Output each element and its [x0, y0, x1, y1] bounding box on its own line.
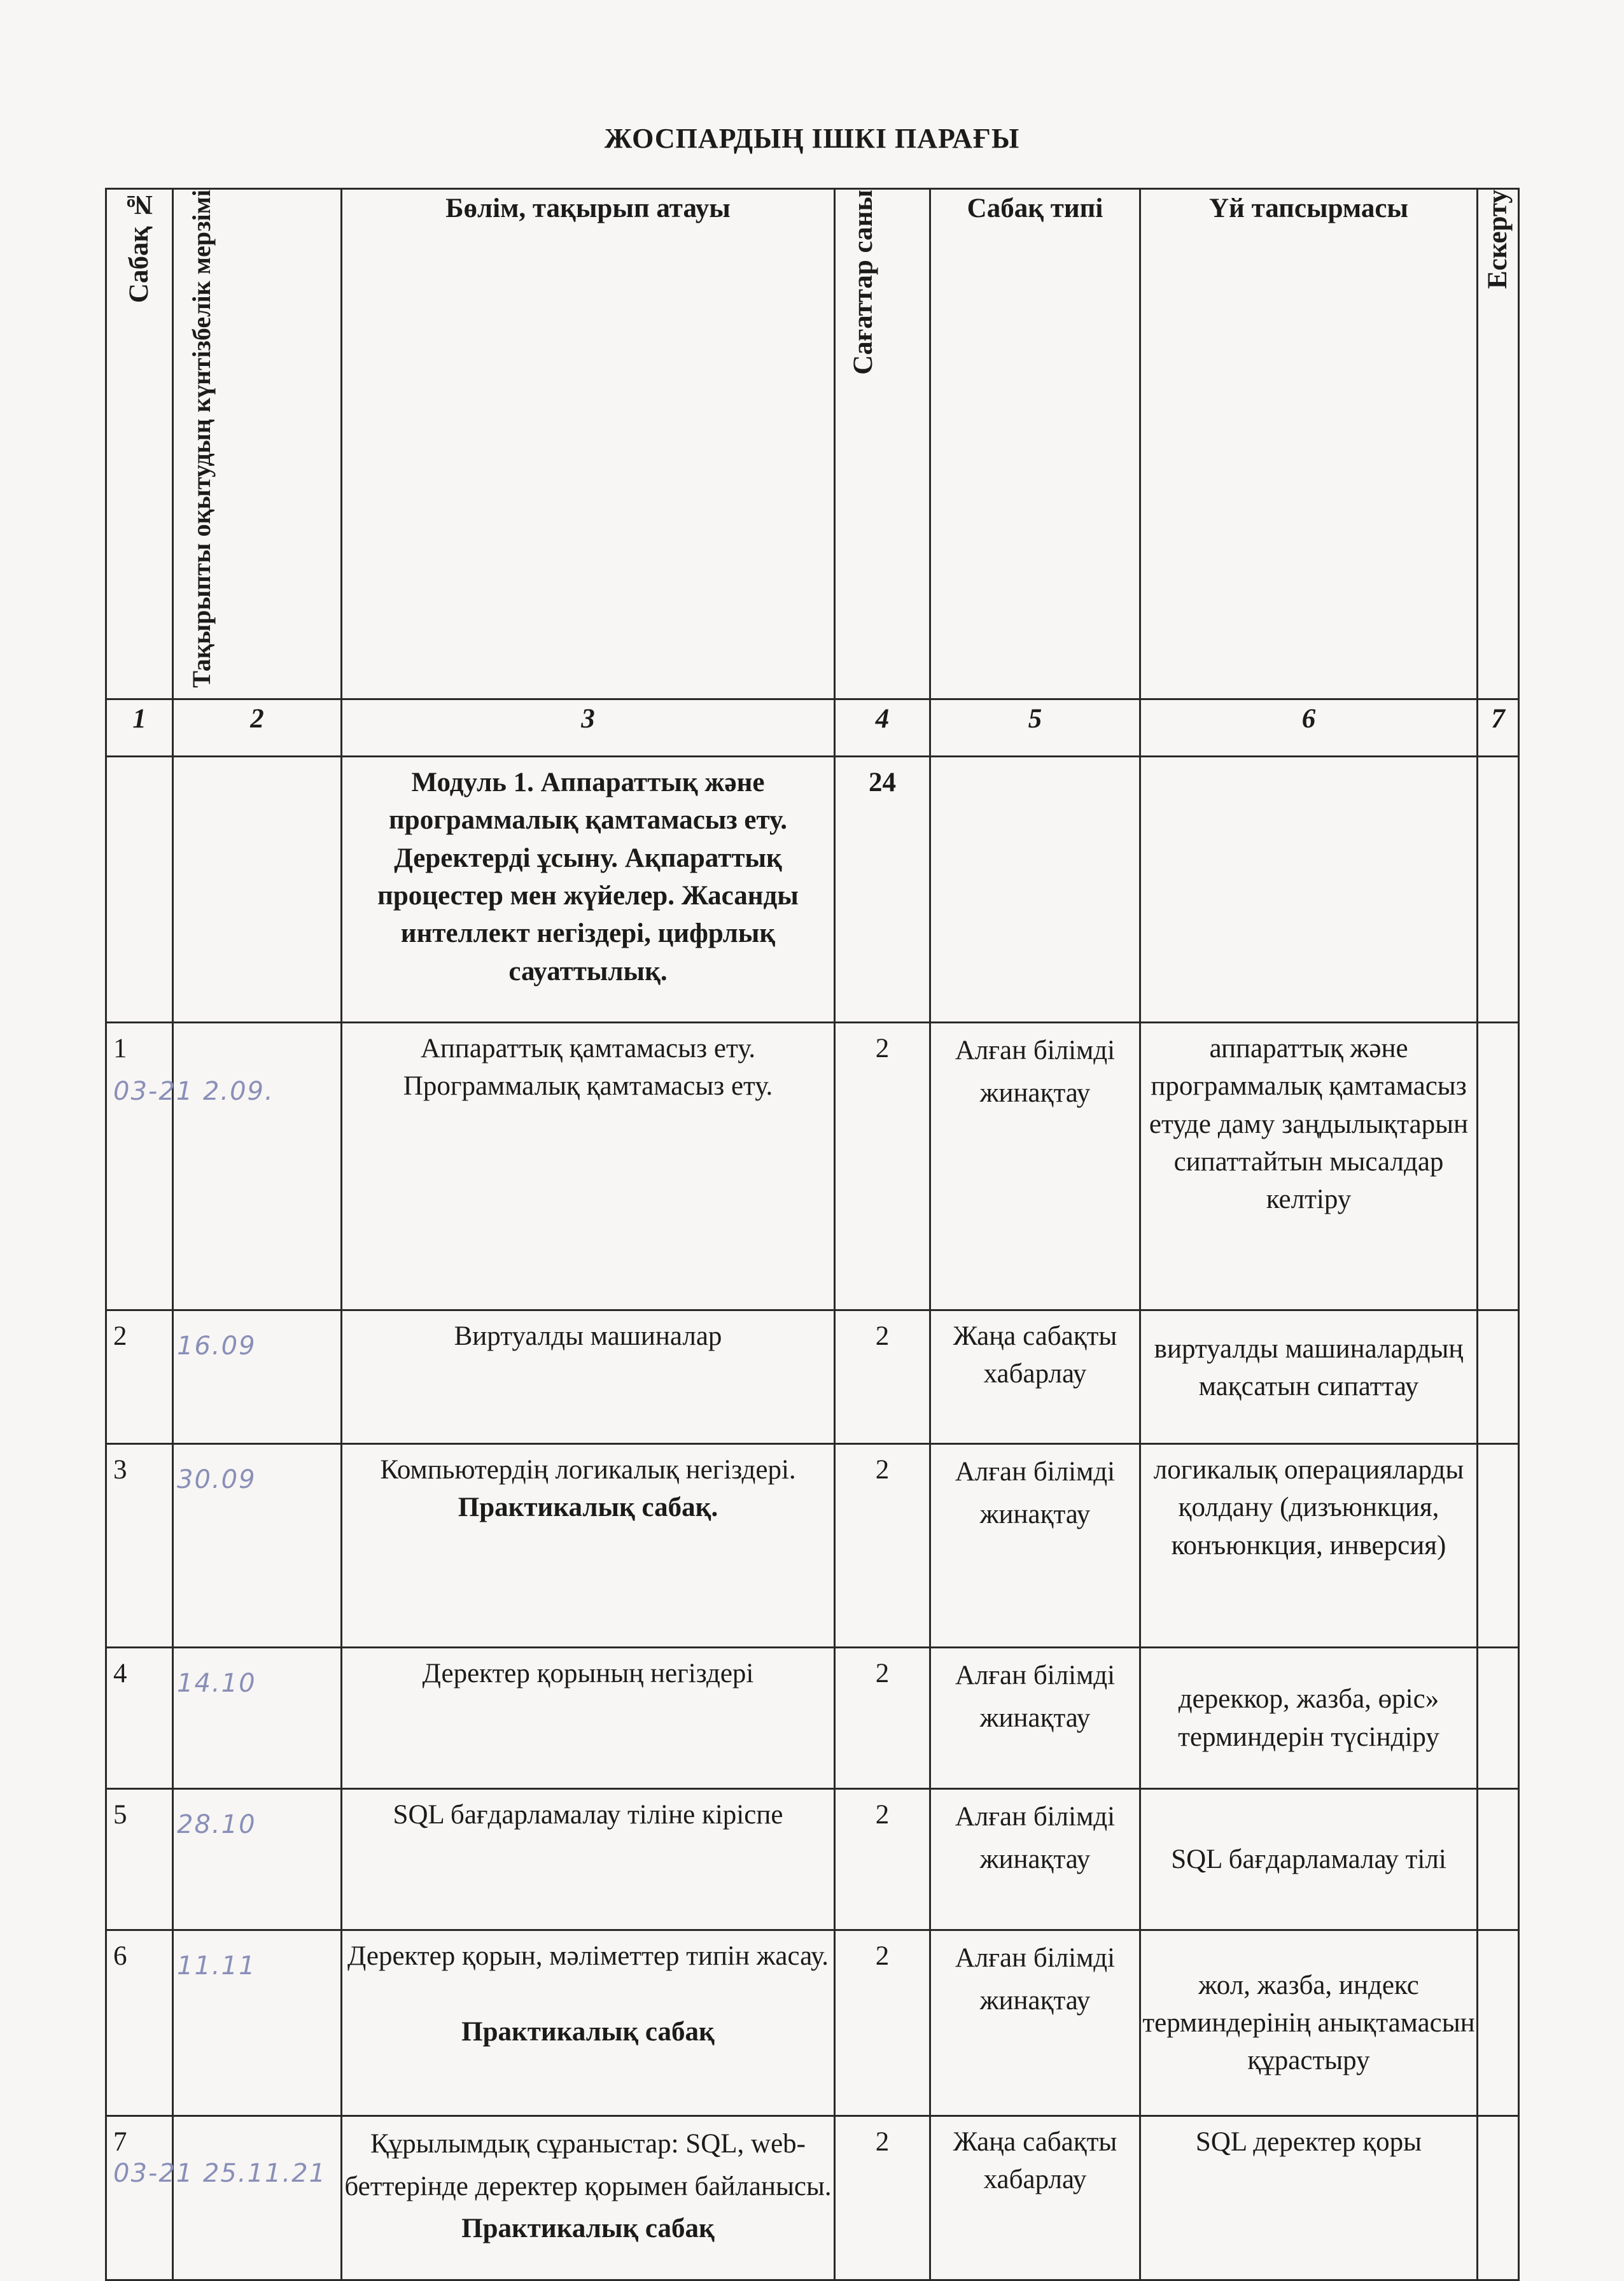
lesson-topic: Деректер қорын, мәліметтер типін жасау. Практикалық сабақ	[342, 1930, 835, 2116]
lesson-topic: Виртуалды машиналар	[342, 1310, 835, 1444]
lesson-homework: SQL бағдарламалау тілі	[1140, 1789, 1478, 1930]
column-number-row	[106, 699, 1519, 757]
header-type: Сабақ типі	[930, 189, 1140, 699]
table-row	[106, 1789, 1519, 1930]
module-hours: 24	[835, 757, 930, 1023]
lesson-hours: 2	[835, 2116, 930, 2280]
lesson-homework: виртуалды машиналардың мақсатын сипаттау	[1140, 1310, 1478, 1444]
lesson-topic: Деректер қорының негіздері	[342, 1648, 835, 1789]
lesson-type: Алған білімді жинақтау	[930, 1789, 1140, 1930]
module-title: Модуль 1. Аппараттық және программалық қамтамасыз ету. Деректерді ұсыну. Ақпараттық процестер мен жүйелер. Жасанды интеллект негіздері, цифрлық сауаттылық.	[342, 757, 835, 1023]
table-row	[106, 1648, 1519, 1789]
page-title: ЖОСПАРДЫҢ ІШКІ ПАРАҒЫ	[604, 123, 1020, 154]
table-row	[106, 1310, 1519, 1444]
header-row	[106, 189, 1519, 699]
handwritten-date: 03-21 2.09.	[113, 1077, 274, 1107]
handwritten-date: 03-21 25.11.21	[113, 2159, 327, 2189]
column-number: 5	[930, 699, 1140, 757]
lesson-number: 4 14.10	[106, 1648, 173, 1789]
lesson-type: Алған білімді жинақтау	[930, 1930, 1140, 2116]
lesson-number: 2 16.09	[106, 1310, 173, 1444]
lesson-type: Алған білімді жинақтау	[930, 1648, 1140, 1789]
module-row	[106, 757, 1519, 1023]
lesson-hours: 2	[835, 1444, 930, 1648]
header-date: Тақырыпты оқытудың күнтізбелік мерзімі	[173, 189, 342, 699]
table-row	[106, 1023, 1519, 1310]
lesson-number: 7 03-21 25.11.21	[106, 2116, 173, 2280]
handwritten-date: 30.09	[177, 1465, 256, 1495]
lesson-hours: 2	[835, 1310, 930, 1444]
lesson-hours: 2	[835, 1930, 930, 2116]
lesson-number: 3 30.09	[106, 1444, 173, 1648]
lesson-type: Алған білімді жинақтау	[930, 1023, 1140, 1310]
table-row	[106, 1444, 1519, 1648]
header-homework: Үй тапсырмасы	[1140, 189, 1478, 699]
lesson-type: Жаңа сабақты хабарлау	[930, 2116, 1140, 2280]
handwritten-date: 28.10	[177, 1810, 256, 1840]
lesson-homework: жол, жазба, индекс терминдерінің анықтамасын құрастыру	[1140, 1930, 1478, 2116]
lesson-topic: SQL бағдарламалау тіліне кіріспе	[342, 1789, 835, 1930]
handwritten-date: 16.09	[177, 1331, 256, 1361]
lesson-type: Жаңа сабақты хабарлау	[930, 1310, 1140, 1444]
lesson-topic-practical: Практикалық сабақ.	[458, 1492, 718, 1523]
column-number: 6	[1140, 699, 1478, 757]
column-number: 4	[835, 699, 930, 757]
header-note: Ескерту	[1478, 189, 1519, 699]
lesson-topic-practical: Практикалық сабақ	[461, 2214, 715, 2244]
lesson-number: 1 03-21 2.09.	[106, 1023, 173, 1310]
lesson-topic: Аппараттық қамтамасыз ету. Программалық қамтамасыз ету.	[342, 1023, 835, 1310]
table-row	[106, 2116, 1519, 2280]
lesson-homework: аппараттық және программалық қамтамасыз етуде даму заңдылықтарын сипаттайтын мысалдар келтіру	[1140, 1023, 1478, 1310]
handwritten-date: 11.11	[177, 1951, 256, 1981]
lesson-homework: SQL деректер қоры	[1140, 2116, 1478, 2280]
header-hours: Сағаттар саны	[835, 189, 930, 699]
lesson-homework: логикалық операцияларды қолдану (дизъюнкция, конъюнкция, инверсия)	[1140, 1444, 1478, 1648]
handwritten-date: 14.10	[177, 1669, 256, 1699]
lesson-hours: 2	[835, 1648, 930, 1789]
lesson-hours: 2	[835, 1789, 930, 1930]
header-lesson-no: Сабақ №	[106, 189, 173, 699]
lesson-topic: Құрылымдық сұраныстар: SQL, web-беттерінде деректер қорымен байланысы. Практикалық сабақ	[342, 2116, 835, 2280]
lesson-hours: 2	[835, 1023, 930, 1310]
lesson-topic: Компьютердің логикалық негіздері. Практикалық сабақ.	[342, 1444, 835, 1648]
header-section: Бөлім, тақырып атауы	[342, 189, 835, 699]
lesson-number: 6 11.11	[106, 1930, 173, 2116]
table-row	[106, 1930, 1519, 2116]
lesson-homework: дереккор, жазба, өріс» терминдерін түсіндіру	[1140, 1648, 1478, 1789]
lesson-number: 5 28.10	[106, 1789, 173, 1930]
column-number: 2	[173, 699, 342, 757]
column-number: 7	[1478, 699, 1519, 757]
column-number: 3	[342, 699, 835, 757]
column-number: 1	[106, 699, 173, 757]
lesson-type: Алған білімді жинақтау	[930, 1444, 1140, 1648]
plan-table	[105, 188, 1520, 2281]
lesson-topic-practical: Практикалық сабақ	[461, 2017, 715, 2047]
